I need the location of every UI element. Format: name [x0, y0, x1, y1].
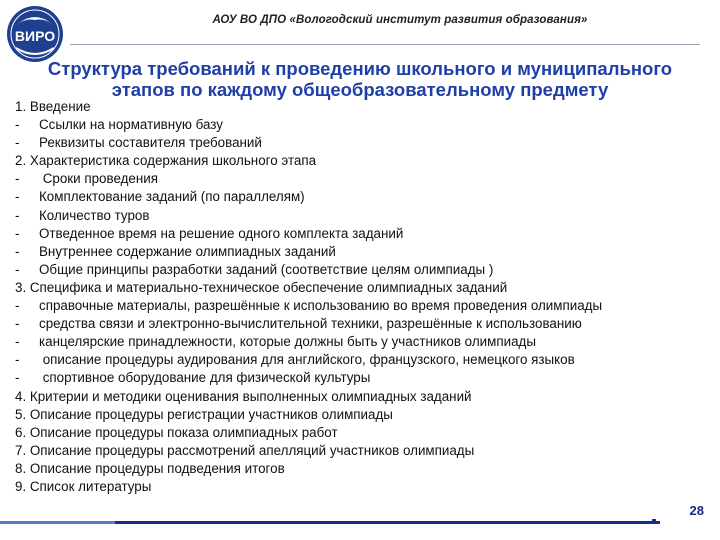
- header-divider: [70, 44, 700, 45]
- footer-bar-accent: [0, 521, 115, 524]
- list-subitem: [15, 170, 705, 188]
- list-subitem-text: Реквизиты составителя требований: [39, 135, 262, 151]
- title-line-2: этапов по каждому общеобразовательному предмету: [111, 79, 609, 100]
- list-item: 1. Введение: [15, 99, 91, 114]
- list-item: 9. Список литературы: [15, 478, 152, 494]
- list-subitem: [15, 243, 705, 261]
- list-subitem-text: Ссылки на нормативную базу: [39, 117, 223, 133]
- list-item: 7. Описание процедуры рассмотрений апелляций участников олимпиады: [15, 442, 475, 458]
- list-item: 4. Критерии и методики оценивания выполненных олимпиадных заданий: [15, 388, 472, 404]
- list-item: 3. Специфика и материально-техническое обеспечение олимпиадных заданий: [15, 279, 508, 295]
- dash-bullet: -: [15, 171, 20, 187]
- logo-text: ВИРО: [14, 28, 56, 44]
- footer-stub: [652, 519, 656, 521]
- list-subitem-text: Общие принципы разработки заданий (соответствие целям олимпиады ): [39, 261, 494, 277]
- list-subitem-text: средства связи и электронно-вычислительной техники, разрешённые к использованию: [39, 316, 582, 332]
- list-subitem-text: спортивное оборудование для физической культуры: [39, 370, 371, 386]
- list-subitem: [15, 116, 705, 134]
- dash-bullet: -: [15, 261, 20, 277]
- list-subitem-text: Внутреннее содержание олимпиадных заданий: [39, 243, 336, 259]
- list-subitem: [15, 369, 705, 387]
- list-subitem: [15, 315, 705, 333]
- list-item: 6. Описание процедуры показа олимпиадных работ: [15, 424, 338, 440]
- dash-bullet: -: [15, 370, 20, 386]
- list-subitem: [15, 351, 705, 369]
- dash-bullet: -: [15, 316, 20, 332]
- list-subitem: [15, 188, 705, 206]
- institution-header: АОУ ВО ДПО «Вологодский институт развития образования»: [212, 14, 588, 26]
- dash-bullet: -: [15, 298, 20, 314]
- title-line-1: Структура требований к проведению школьного и муниципального: [47, 58, 673, 79]
- page-title: [0, 58, 720, 100]
- dash-bullet: -: [15, 117, 20, 133]
- dash-bullet: -: [15, 135, 20, 151]
- dash-bullet: -: [15, 225, 20, 241]
- dash-bullet: -: [15, 243, 20, 259]
- page-number: 28: [689, 503, 704, 518]
- list-subitem: [15, 207, 705, 225]
- list-subitem: [15, 261, 705, 279]
- list-subitem-text: канцелярские принадлежности, которые должны быть у участников олимпиады: [39, 334, 536, 350]
- list-subitem-text: справочные материалы, разрешённые к использованию во время проведения олимпиады: [39, 298, 603, 314]
- dash-bullet: -: [15, 352, 20, 368]
- requirements-list: [15, 98, 705, 496]
- list-subitem-text: описание процедуры аудирования для английского, французского, немецкого языков: [39, 352, 575, 368]
- list-subitem: [15, 297, 705, 315]
- dash-bullet: -: [15, 189, 20, 205]
- list-item: 8. Описание процедуры подведения итогов: [15, 460, 285, 476]
- list-item: 5. Описание процедуры регистрации участников олимпиады: [15, 406, 393, 422]
- list-subitem-text: Отведенное время на решение одного комплекта заданий: [39, 225, 404, 241]
- list-subitem-text: Сроки проведения: [39, 171, 158, 187]
- list-subitem: [15, 134, 705, 152]
- dash-bullet: -: [15, 334, 20, 350]
- list-subitem-text: Комплектование заданий (по параллелям): [39, 189, 305, 205]
- list-subitem: [15, 225, 705, 243]
- list-subitem-text: Количество туров: [39, 207, 150, 223]
- list-item: 2. Характеристика содержания школьного этапа: [15, 153, 317, 169]
- viro-logo: [4, 4, 66, 64]
- list-subitem: [15, 333, 705, 351]
- dash-bullet: -: [15, 207, 20, 223]
